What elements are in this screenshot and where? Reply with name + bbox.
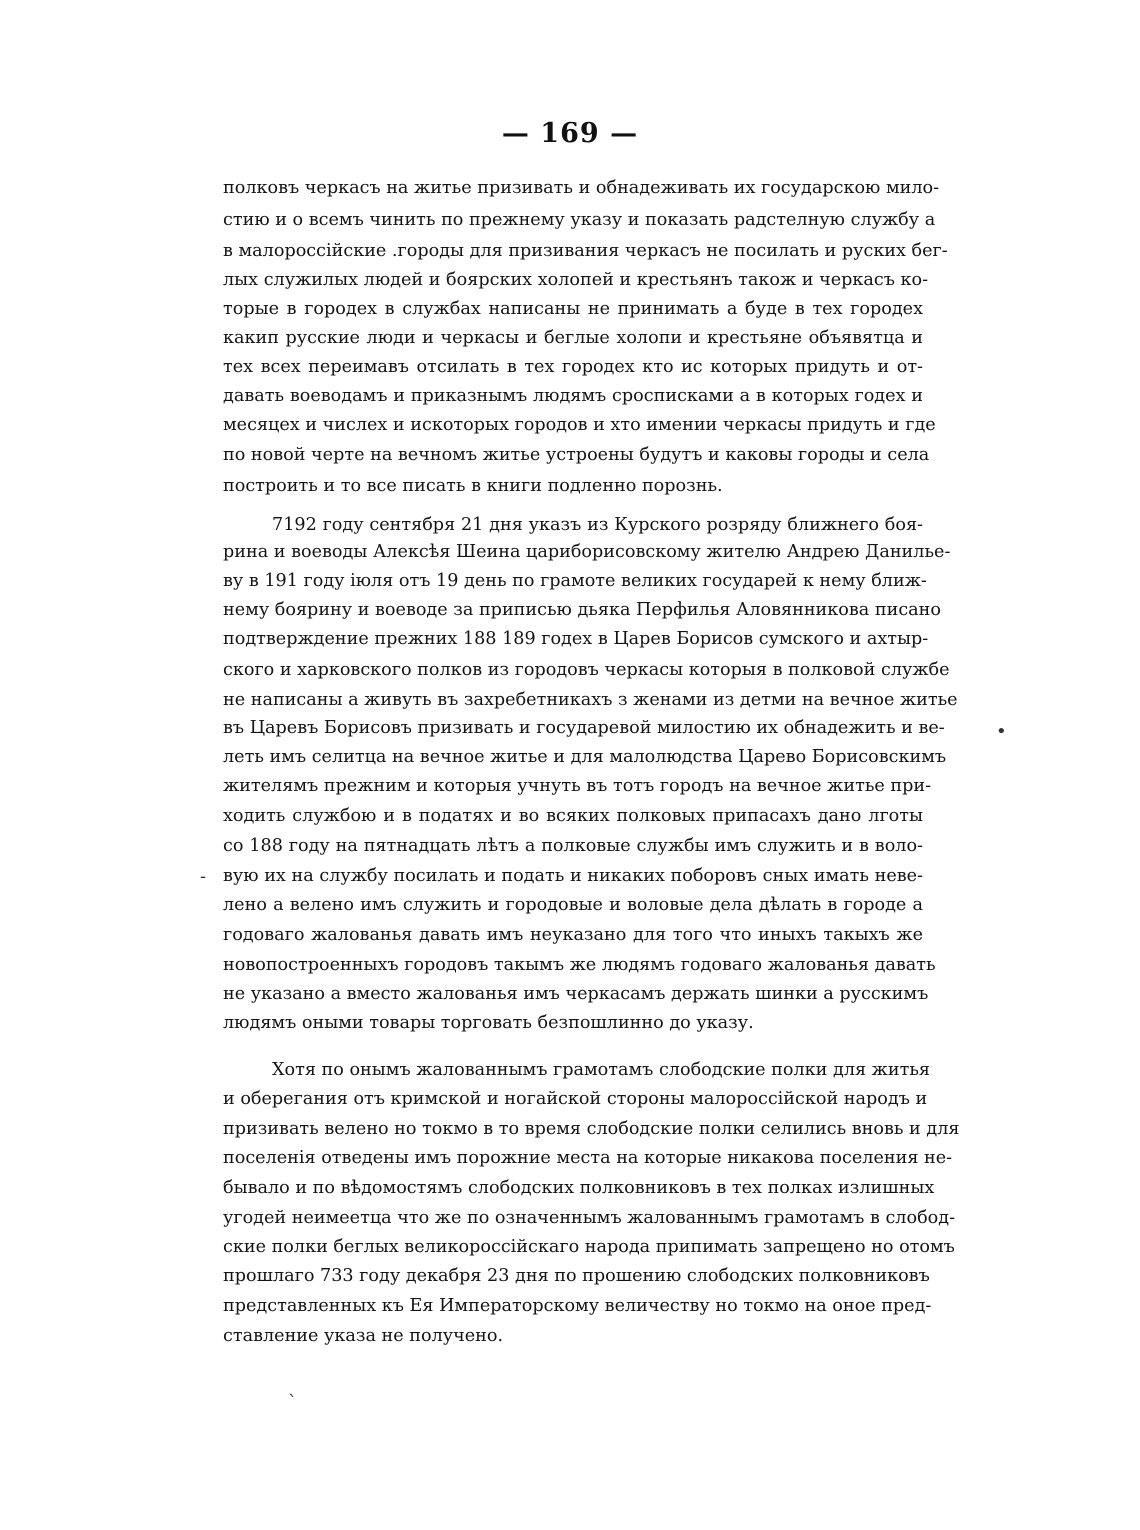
- text-line: 7192 году сентября 21 дня указъ из Курского розряду ближнего боя-: [272, 515, 923, 535]
- text-line: в малороссійские .городы для призивания черкасъ не посилать и руских бег-: [223, 241, 948, 261]
- page-number: — 169 —: [501, 118, 639, 149]
- text-line: представленных къ Ея Императорскому величеству но токмо на оное пред-: [223, 1296, 932, 1316]
- text-line: ставление указа не получено.: [223, 1326, 504, 1346]
- text-line: призивать велено но токмо в то время слободские полки селились вновь и для: [223, 1119, 960, 1139]
- text-line: тех всех переимавъ отсилать в тех городех кто ис которых придуть и от-: [223, 357, 923, 377]
- text-line: прошлаго 733 году декабря 23 дня по прошению слободских полковниковъ: [223, 1266, 930, 1286]
- text-line: и оберегания отъ кримской и ногайской стороны малороссійской народъ и: [223, 1089, 928, 1109]
- text-line: рина и воеводы Алексѣя Шеина цариборисовскому жителю Андрею Данилье-: [223, 542, 951, 562]
- text-line: ву в 191 году іюля отъ 19 день по грамоте великих государей к нему ближ-: [223, 571, 927, 591]
- text-line: по новой черте на вечномъ житье устроены будутъ и каковы городы и села: [223, 445, 930, 465]
- text-line: со 188 году на пятнадцать лѣтъ а полковые службы имъ служить и в воло-: [223, 836, 923, 856]
- text-line: лых служилых людей и боярских холопей и крестьянъ також и черкасъ ко-: [223, 270, 929, 290]
- text-line: торые в городех в службах написаны не принимать а буде в тех городех: [223, 299, 923, 319]
- text-line: нему боярину и воеводе за приписью дьяка Перфилья Аловянникова писано: [223, 600, 941, 620]
- text-line: бывало и по вѣдомостямъ слободских полковниковъ в тех полках излишных: [223, 1178, 935, 1198]
- scan-speck: •: [996, 721, 1007, 742]
- text-line: ходить службою и в податях и во всяких полковых припасахъ дано лготы: [223, 806, 923, 826]
- text-line: какип русские люди и черкасы и беглые холопи и крестьяне объявятца и: [223, 328, 923, 348]
- text-line: стию и о всемъ чинить по прежнему указу и показать радстелную службу а: [223, 210, 936, 230]
- text-line: леть имъ селитца на вечное житье и для малолюдства Царево Борисовскимъ: [223, 747, 947, 767]
- text-line: жителямъ прежним и которыя учнуть въ тотъ городъ на вечное житье при-: [223, 776, 932, 796]
- text-line: полковъ черкасъ на житье призивать и обнадеживать их государскою мило-: [223, 178, 940, 198]
- text-line: угодей неимеетца что же по означеннымъ жалованнымъ грамотамъ в слобод-: [223, 1208, 956, 1228]
- text-line: Хотя по онымъ жалованнымъ грамотамъ слободские полки для житья: [272, 1060, 931, 1080]
- text-line: подтверждение прежних 188 189 годех в Царев Борисов сумского и ахтыр-: [223, 629, 929, 649]
- text-line: лено а велено имъ служить и городовые и воловые дела дѣлать в городе а: [223, 895, 923, 915]
- text-line: не указано а вместо жалованья имъ черкасамъ держать шинки а русскимъ: [223, 984, 929, 1004]
- text-line: новопостроенныхъ городовъ такымъ же людямъ годоваго жалованья давать: [223, 955, 936, 975]
- text-line: ские полки беглых великороссійскаго народа припимать запрещено но отомъ: [223, 1237, 955, 1257]
- scan-dash: -: [200, 866, 207, 887]
- text-line: месяцех и числех и искоторых городов и хто имении черкасы придуть и где: [223, 415, 936, 435]
- text-line: ского и харковского полков из городовъ черкасы которыя в полковой службе: [223, 660, 950, 680]
- text-line: людямъ оными товары торговать безпошлинно до указу.: [223, 1013, 754, 1033]
- text-line: вую их на службу посилать и подать и никаких поборовъ сных имать невe-: [223, 866, 923, 886]
- text-line: не написаны а живуть въ захребетникахъ з женами из детми на вечное житье: [223, 690, 958, 710]
- text-line: въ Царевъ Борисовъ призивать и государевой милостию их обнадежить и ве-: [223, 718, 945, 738]
- text-line: давать воеводамъ и приказнымъ людямъ сросписками а в которых годех и: [223, 386, 923, 406]
- text-line: построить и то все писать в книги подленно порознь.: [223, 476, 723, 496]
- text-line: поселенія отведены имъ порожние места на которые никакова поселения не-: [223, 1148, 953, 1168]
- text-line: годоваго жалованья давать имъ неуказано для того что иныхъ такыхъ же: [223, 925, 923, 945]
- scan-tick: `: [288, 1392, 297, 1413]
